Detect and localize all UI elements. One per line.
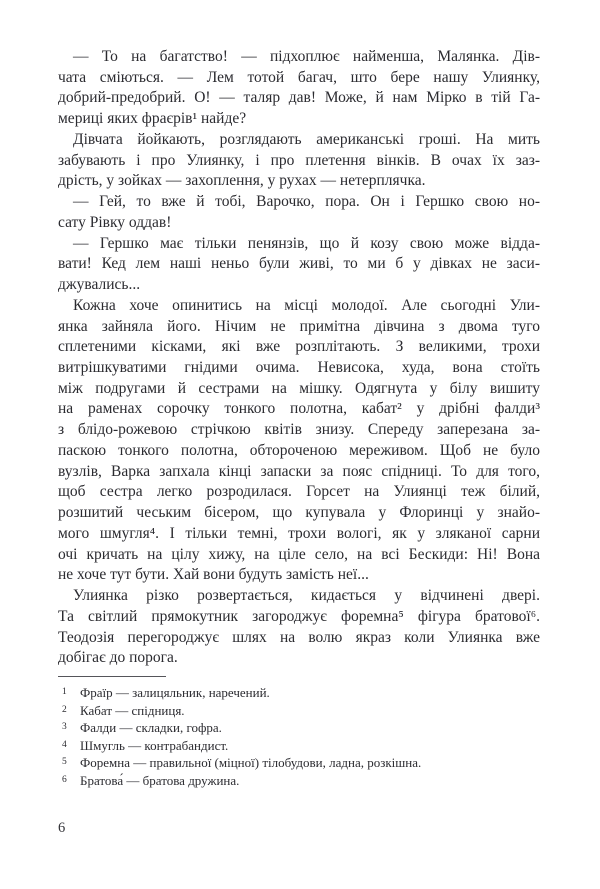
text-line: витрішкуватими гнідими очима. Невисока, худа, вона стоїть — [58, 359, 540, 377]
text-line: з блідо-рожевою стрічкою квітів знизу. Спереду заперезана за- — [58, 421, 540, 439]
text-line: сату Рівку оддав! — [58, 213, 172, 231]
text-line: очі кричать на цілу хижу, на ціле село, на всі Бескиди: Ні! Вона — [58, 545, 540, 563]
text-line: сплетеними кісками, які вже розплітають. З великими, трохи — [58, 338, 540, 356]
footnote-marker: 2 — [62, 704, 67, 715]
text-line: забувають і про Улиянку, і про плетення вінків. В очах їх заз- — [58, 151, 540, 169]
text-line: не хоче тут бути. Хай вони будуть замість неї... — [58, 566, 369, 584]
text-line: вати! Кед лем наші неньо були живі, то ми б у дівках не заси- — [58, 255, 540, 273]
footnote-marker: 4 — [62, 739, 67, 750]
text-line: джувались... — [58, 276, 141, 294]
text-line: — То на багатство! — підхоплює найменша, Малянка. Дів- — [73, 48, 540, 65]
footnote-marker: 1 — [62, 687, 67, 697]
footnote — [58, 702, 540, 720]
footnote — [58, 754, 540, 772]
text-line: чата сміються. — Лем тотой багач, што бере нашу Улиянку, — [58, 68, 540, 86]
text-line: щоб сестра легко розродилася. Горсет на Улиянці теж білий, — [58, 483, 540, 501]
text-line: дрість, у зойках — захоплення, у рухах — нетерплячка. — [58, 172, 426, 190]
footnote-text: Форемна — правильної (міцної) тілобудови, ладна, розкішна. — [80, 755, 422, 770]
text-line: паскою тонкого полотна, обтороченою мереживом. Щоб не було — [58, 441, 540, 459]
text-line: Теодозія перегороджує шлях на волю якраз коли Улиянка вже — [58, 628, 540, 646]
footnote-separator — [58, 676, 166, 677]
footnote-marker: 5 — [62, 757, 67, 767]
footnote — [58, 737, 540, 755]
text-line: добрий-предобрий. О! — таляр дав! Може, й нам Мірко в тій Га- — [58, 89, 540, 107]
text-line: Та світлий прямокутник загороджує форемна⁵ фігура братової⁶. — [58, 607, 540, 625]
text-line: — Гершко має тільки пенянзів, що й козу свою може відда- — [73, 234, 540, 252]
text-line: Дівчата йойкають, розглядають американські гроші. На мить — [73, 130, 540, 148]
footnotes — [58, 684, 540, 789]
text-line: мериці яких фраєрів¹ найде? — [58, 110, 247, 128]
footnote — [58, 684, 540, 702]
text-line: — Гей, то вже й тобі, Варочко, пора. Он і Гершко свою но- — [73, 193, 540, 211]
footnote — [58, 772, 540, 790]
text-line: між подругами й сестрами на мішку. Одягнута у білу вишиту — [58, 379, 540, 397]
text-line: на раменах сорочку тонкого полотна, кабат² у дрібні фалди³ — [58, 400, 540, 418]
body-text — [58, 47, 540, 669]
text-line: добігає до порога. — [58, 649, 178, 667]
text-line: вузлів, Варка запхала кінці запаски за пояс спідниці. То для того, — [58, 462, 540, 480]
text-line: Улиянка різко розвертається, кидається у відчинені двері. — [73, 587, 540, 605]
footnote — [58, 719, 540, 737]
page-number: 6 — [58, 820, 66, 836]
text-line: мого шмугля⁴. І тільки темні, трохи вологі, як у зляканої сарни — [58, 524, 540, 542]
footnote-marker: 6 — [62, 774, 67, 785]
footnote-marker: 3 — [62, 722, 67, 732]
footnote-text: Фраїр — залицяльник, наречений. — [80, 685, 270, 700]
footnote-text: Фалди — складки, гофра. — [80, 720, 222, 735]
text-line: янка зайняла його. Нічим не примітна дівчина з двома туго — [58, 317, 540, 335]
text-line: розшитий чеським бісером, що купувала у Флоринці у знайо- — [58, 504, 540, 522]
text-line: Кожна хоче опинитись на місці молодої. Але сьогодні Ули- — [73, 296, 540, 314]
footnote-text: Шмугль — контрабандист. — [80, 737, 229, 753]
footnote-text: Братова́ — братова дружина. — [80, 772, 240, 788]
footnote-text: Кабат — спідниця. — [80, 702, 185, 718]
